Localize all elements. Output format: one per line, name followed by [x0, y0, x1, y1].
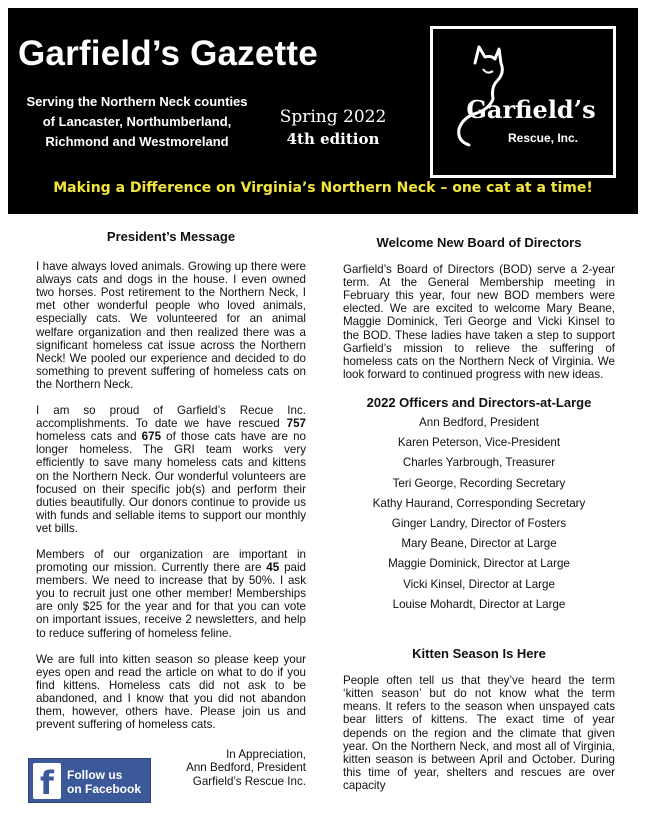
signature-line-1: In Appreciation, [226, 748, 306, 761]
president-signature [160, 748, 306, 788]
logo-subtitle-text: Rescue, Inc. [507, 131, 579, 145]
officer-item: Kathy Haurand, Corresponding Secretary [372, 496, 586, 510]
p3-text-b: paid members. We need to increase that by 50%. I ask you to recruit just one other member! Memberships are only $25 for the year and for that you can vote on important issues, receive 2 newsletters, and help to reduce suffering of homeless feline. [36, 561, 306, 640]
facebook-label-line-1: Follow us [67, 768, 123, 782]
paid-members-count: 45 [266, 561, 280, 575]
p3-text-a: Members of our organization are important in promoting our mission. Currently there are [36, 547, 306, 575]
president-paragraph-3 [36, 548, 306, 640]
edition-block [268, 106, 398, 150]
facebook-icon: f [33, 763, 61, 799]
cats-adopted-count: 675 [141, 430, 162, 444]
facebook-label [67, 768, 141, 796]
president-paragraph-4: We are full into kitten season so please keep your eyes open and read the article on what to do if you find kittens. Homeless cats did not ask to be abandoned, and I know that you did not abandon them, however, others have. Please join us and prevent suffering of homeless cats. [36, 652, 306, 732]
garfields-rescue-logo [430, 26, 616, 178]
cats-rescued-count: 757 [286, 417, 306, 431]
tagline: Making a Difference on Virginia’s Northern Neck – one cat at a time! [53, 180, 593, 196]
officer-item: Mary Beane, Director at Large [401, 537, 557, 551]
p2-text-c: of those cats have are no longer homeless. The GRI team works very efficiently to save many homeless cats and kittens on the Northern Neck. Our wonderful volunteers are focused on their specific job(s) and perform their duties beautifully. Our donors continue to provide us with funds and sellable items to support our monthly vet bills. [36, 430, 306, 535]
presidents-message-heading: President’s Message [106, 229, 236, 244]
officer-item: Ann Bedford, President [419, 416, 539, 430]
officer-item: Charles Yarbrough, Treasurer [402, 456, 556, 470]
board-heading: Welcome New Board of Directors [376, 235, 582, 250]
right-column [343, 236, 615, 792]
officer-item: Ginger Landry, Director of Fosters [391, 517, 567, 531]
kitten-season-paragraph: People often tell us that they’ve heard the term ‘kitten season’ but do not know what the term means. It refers to the season when unspayed cats bear litters of kittens. The exact time of year depends on the region and the climate that given year. On the Northern Neck, and most all of Virginia, kitten season is between April and October. During this time of year, shelters and rescues are over capacity [343, 674, 615, 792]
season-label: Spring 2022 [279, 107, 387, 127]
serving-counties-text: Serving the Northern Neck counties of Lancaster, Northumberland, Richmond and Westmoreland [26, 94, 248, 149]
board-paragraph: Garfield’s Board of Directors (BOD) serve a 2-year term. At the General Membership meeting in February this year, four new BOD members were elected. We are excited to welcome Mary Beane, Maggie Dominick, Teri George and Vicki Kinsel to the BOD. These ladies have taken a step to support Garfield’s mission to relieve the suffering of homeless cats on the Northern Neck of Virginia. We look forward to continued progress with new ideas. [343, 263, 615, 381]
masthead-banner [8, 8, 638, 214]
facebook-label-line-2: on Facebook [67, 782, 142, 796]
kitten-season-heading: Kitten Season Is Here [412, 646, 546, 662]
logo-name-text: Garfield’s [466, 95, 596, 124]
signature-line-3: Garfield’s Rescue Inc. [192, 774, 306, 788]
follow-on-facebook-button[interactable] [28, 758, 151, 803]
officer-item: Louise Mohardt, Director at Large [392, 597, 566, 611]
officers-list [343, 413, 615, 615]
signature-line-2: Ann Bedford, President [186, 761, 306, 775]
officer-item: Teri George, Recording Secretary [392, 476, 566, 490]
president-paragraph-2 [36, 404, 306, 535]
officer-item: Karen Peterson, Vice-President [397, 436, 561, 450]
officers-heading: 2022 Officers and Directors-at-Large [366, 394, 592, 410]
p2-text-b: homeless cats and [36, 430, 142, 444]
edition-label: 4th edition [286, 130, 380, 148]
presidents-message-column [36, 230, 306, 731]
p2-text-a: I am so proud of Garfield’s Recue Inc. accomplishments. To date we have rescued [36, 404, 306, 431]
newsletter-title: Garfield’s Gazette [18, 34, 318, 73]
officer-item: Maggie Dominick, Director at Large [388, 557, 570, 571]
officer-item: Vicki Kinsel, Director at Large [403, 577, 555, 591]
president-paragraph-1: I have always loved animals. Growing up there were always cats and dogs in the house. I even owned two horses. Post retirement to the Northern Neck, I met other wonderful people who loved animals, especially cats. We volunteered for an animal welfare organization and then realized there was a significant homeless cat issue across the Northern Neck! We pooled our experience and decided to do something to prevent suffering of homeless cats on the Northern Neck. [36, 260, 306, 391]
